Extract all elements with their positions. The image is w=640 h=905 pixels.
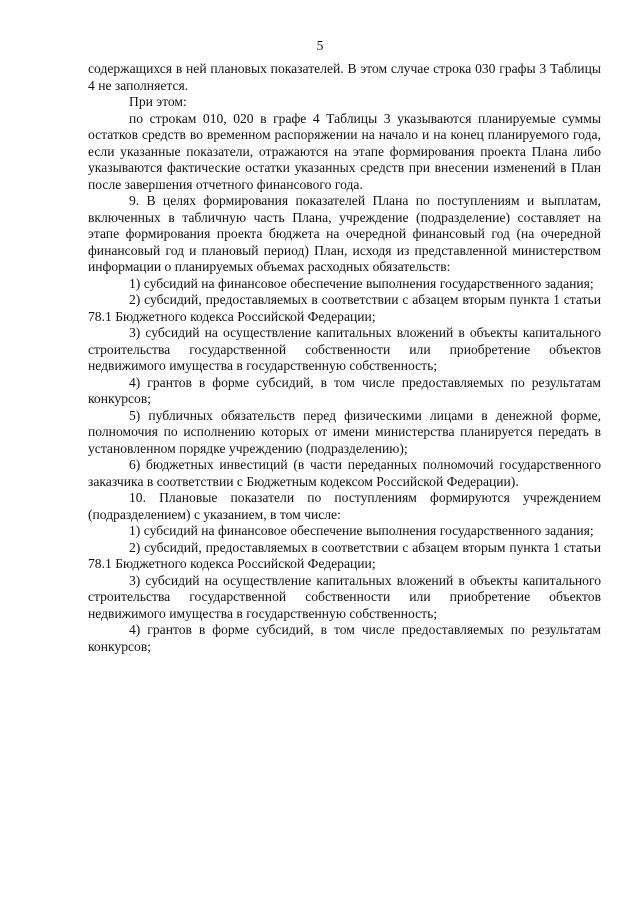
list-item: 2) субсидий, предоставляемых в соответствии с абзацем вторым пункта 1 статьи 78.1 Бюджетного кодекса Российской Федерации; — [88, 539, 601, 571]
paragraph: 9. В целях формирования показателей Плана по поступлениям и выплатам, включенных в табличную часть Плана, учреждение (подразделение) составляет на этапе формирования проекта бюджета на очередной финансовый год (на очередной финансовый год и плановый период) План, исходя из представленной министерством информации о планируемых объемах расходных обязательств: — [88, 193, 601, 274]
list-item: 4) грантов в форме субсидий, в том числе предоставляемых по результатам конкурсов; — [88, 622, 601, 654]
list-item: 4) грантов в форме субсидий, в том числе предоставляемых по результатам конкурсов; — [88, 374, 601, 406]
list-item: 1) субсидий на финансовое обеспечение выполнения государственного задания; — [129, 523, 594, 538]
paragraph: по строкам 010, 020 в графе 4 Таблицы 3 указываются планируемые суммы остатков средств во временном распоряжении на начало и на конец планируемого года, если указанные показатели, отражаются на этапе формирования проекта Плана либо указываются фактические остатки указанных средств при внесении изменений в План после завершения отчетного финансового года. — [88, 110, 601, 192]
list-item: 1) субсидий на финансовое обеспечение выполнения государственного задания; — [129, 275, 594, 291]
page-number: 5 — [316, 38, 324, 53]
list-item: 3) субсидий на осуществление капитальных вложений в объекты капитального строительства государственной собственности или приобретение объектов недвижимого имущества в государственную собственность; — [88, 325, 601, 373]
paragraph: содержащихся в ней плановых показателей. В этом случае строка 030 графы 3 Таблицы 4 не заполняется. — [88, 61, 601, 93]
paragraph: При этом: — [129, 94, 187, 109]
list-item: 5) публичных обязательств перед физическими лицами в денежной форме, полномочия по исполнению которых от имени министерства планируется передать в установленном порядке учреждению (подразделению); — [88, 407, 601, 456]
list-item: 3) субсидий на осуществление капитальных вложений в объекты капитального строительства государственной собственности или приобретение объектов недвижимого имущества в государственную собственность; — [88, 572, 601, 621]
list-item: 6) бюджетных инвестиций (в части переданных полномочий государственного заказчика в соответствии с Бюджетным кодексом Российской Федерации). — [88, 457, 601, 489]
list-item: 2) субсидий, предоставляемых в соответствии с абзацем вторым пункта 1 статьи 78.1 Бюджетного кодекса Российской Федерации; — [88, 292, 601, 324]
document-body — [88, 61, 601, 655]
paragraph: 10. Плановые показатели по поступлениям формируются учреждением (подразделением) с указанием, в том числе: — [88, 490, 601, 522]
